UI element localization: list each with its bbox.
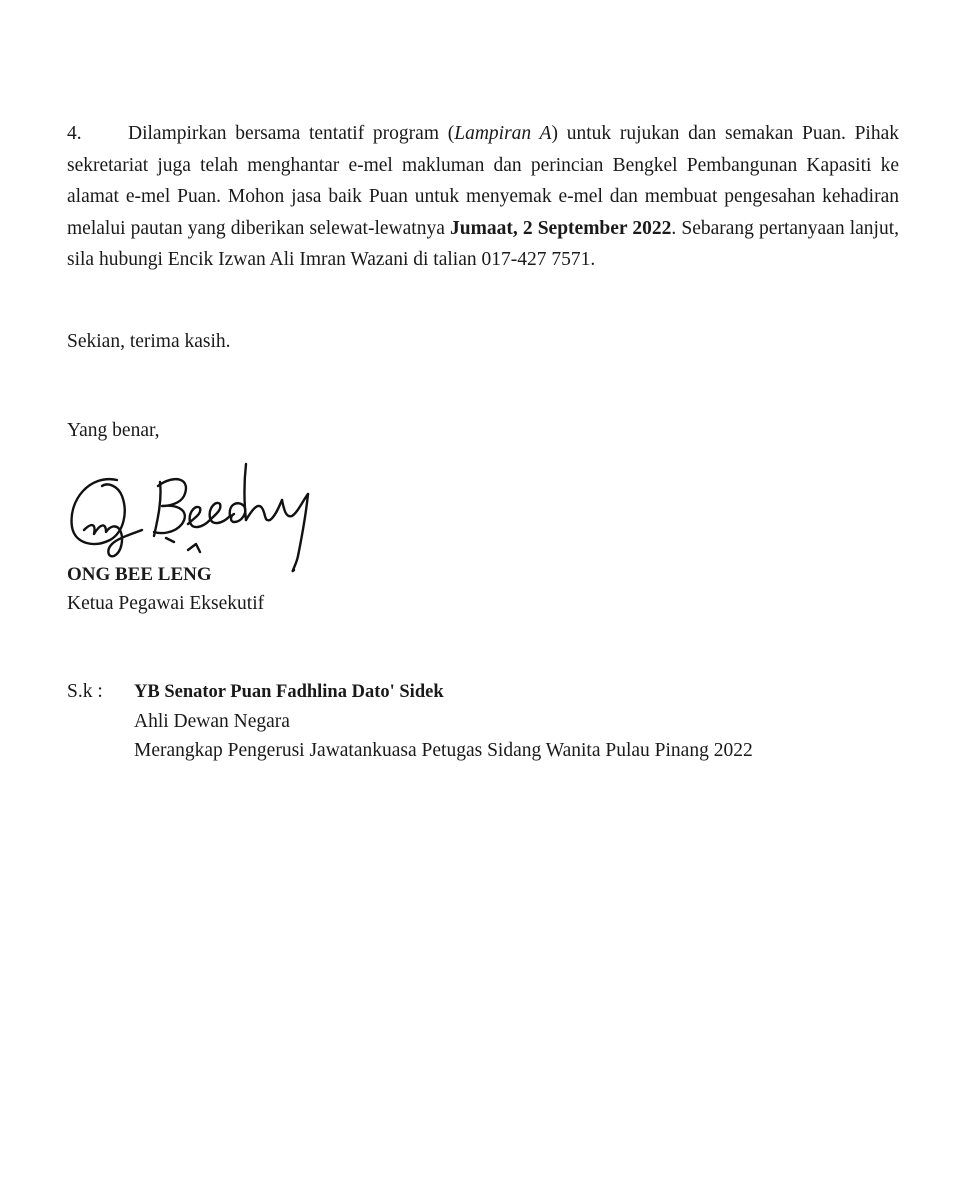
cc-recipient-position: Ahli Dewan Negara xyxy=(134,711,290,732)
closing-line: Sekian, terima kasih. xyxy=(67,331,231,352)
cc-recipient xyxy=(134,678,753,765)
signer-name: ONG BEE LENG xyxy=(67,564,212,585)
salutation: Yang benar, xyxy=(67,420,160,441)
attachment-reference: Lampiran A xyxy=(454,123,552,144)
cc-recipient-name: YB Senator Puan Fadhlina Dato' Sidek xyxy=(134,682,444,702)
deadline-date: Jumaat, 2 September 2022 xyxy=(449,217,672,239)
paragraph-4 xyxy=(67,118,899,276)
paragraph-number: 4. xyxy=(67,123,82,144)
paragraph-text-part2: ) untuk rujukan dan semakan Puan. Pihak sekretariat juga telah menghantar e-mel makluman dan perincian Bengkel Pembangunan Kapasiti ke alamat e-mel Puan. Mohon jasa baik Puan untuk menyemak e-mel dan membuat pengesahan kehadiran melalui pautan yang diberikan selewat-lewatnya xyxy=(67,123,899,239)
paragraph-text-part1: Dilampirkan bersama tentatif program ( xyxy=(128,123,455,144)
paragraph-text-part3: . Sebarang pertanyaan lanjut, sila hubungi Encik Izwan Ali Imran Wazani di talian 017-427 7571. xyxy=(67,217,899,270)
signer-title: Ketua Pegawai Eksekutif xyxy=(67,593,265,614)
cc-label: S.k : xyxy=(67,681,103,702)
cc-recipient-role: Merangkap Pengerusi Jawatankuasa Petugas Sidang Wanita Pulau Pinang 2022 xyxy=(134,740,753,761)
